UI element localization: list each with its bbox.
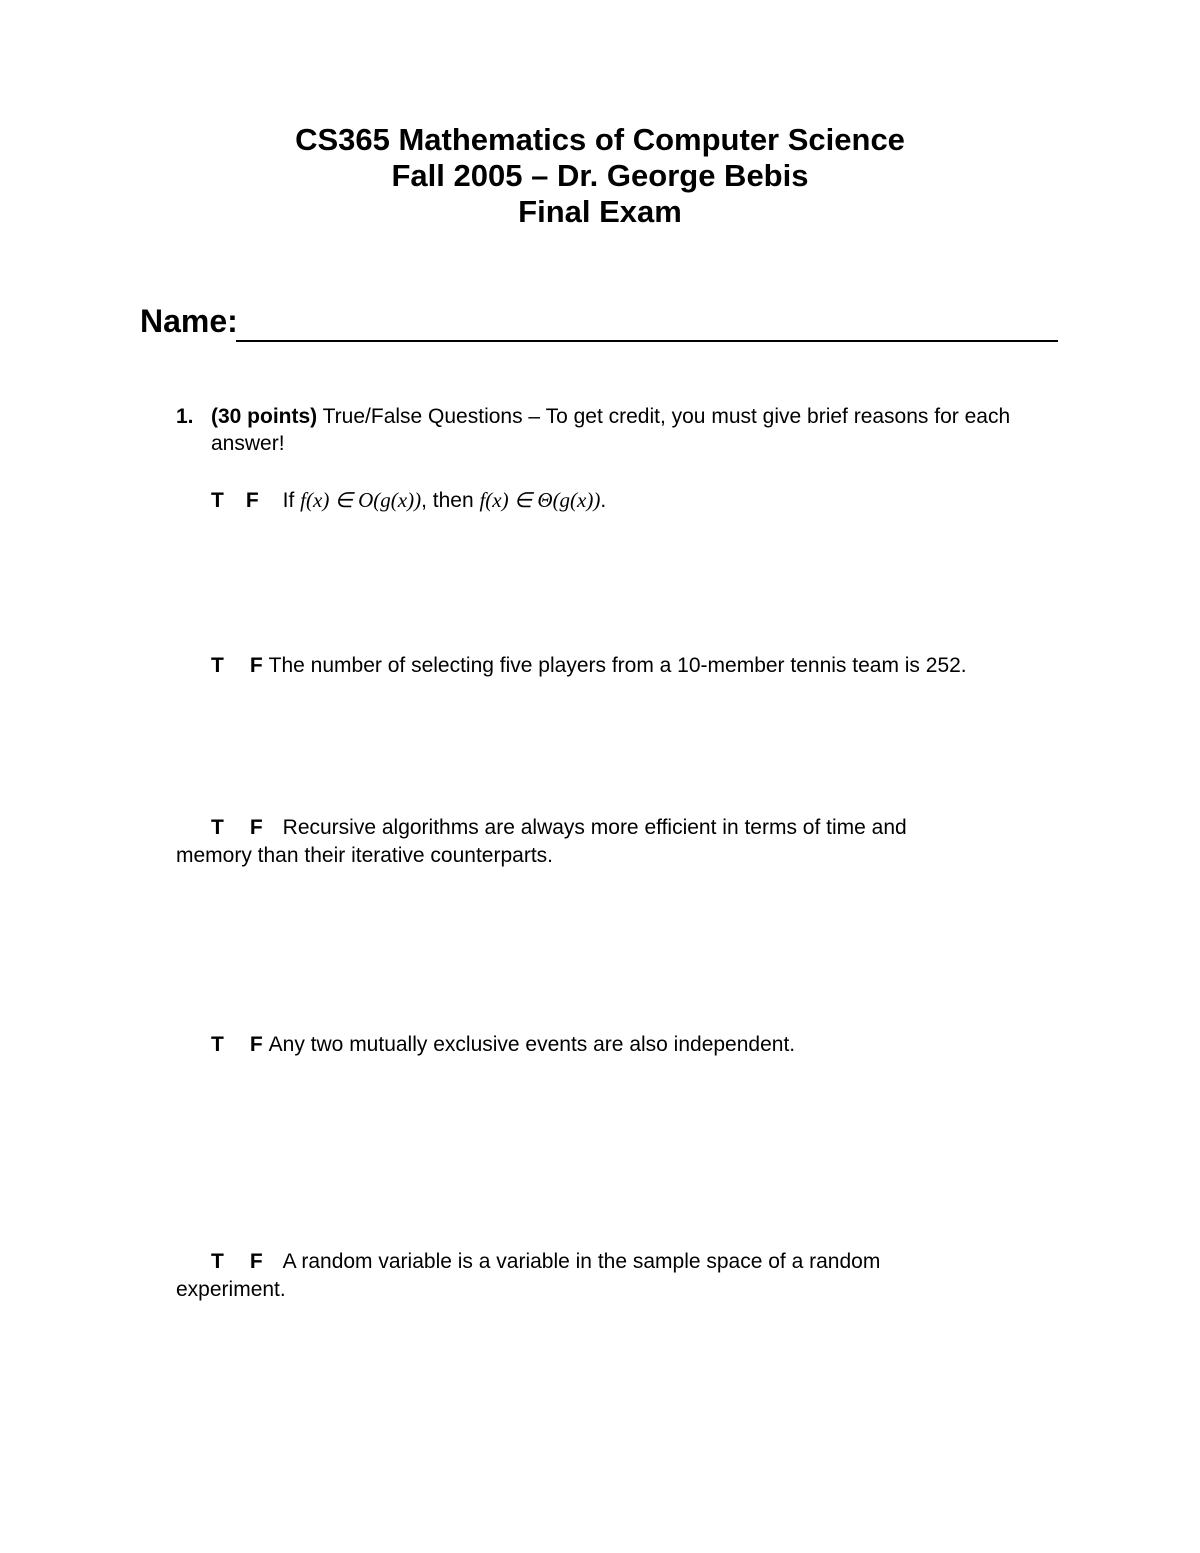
statement-prefix: If bbox=[282, 489, 301, 512]
name-field[interactable] bbox=[140, 303, 1060, 345]
question-text: True/False Questions – To get credit, you must give brief reasons for each answer! bbox=[211, 405, 1011, 455]
false-option[interactable]: F bbox=[249, 1033, 263, 1056]
term-instructor: Fall 2005 – Dr. George Bebis bbox=[391, 158, 809, 193]
tf-statement-4 bbox=[211, 1031, 795, 1059]
math-expression: f(x) ∈ Θ(g(x)) bbox=[479, 488, 601, 512]
false-option[interactable]: F bbox=[249, 1250, 263, 1273]
name-underline[interactable] bbox=[236, 340, 1058, 342]
true-option[interactable]: T bbox=[211, 1250, 224, 1273]
question-points: (30 points) bbox=[211, 405, 318, 428]
statement-suffix: . bbox=[600, 489, 607, 512]
tf-statement-3 bbox=[176, 814, 1076, 870]
tf-statement-5 bbox=[176, 1248, 1076, 1304]
name-label: Name: bbox=[140, 303, 238, 339]
tf-statement-2 bbox=[211, 652, 967, 680]
true-option[interactable]: T bbox=[211, 1033, 224, 1056]
question-number: 1. bbox=[176, 405, 194, 428]
statement-text-line2: memory than their iterative counterparts. bbox=[176, 844, 553, 867]
math-expression: f(x) ∈ O(g(x)) bbox=[300, 488, 422, 512]
statement-middle: , then bbox=[421, 489, 480, 512]
question-instructions bbox=[211, 403, 1071, 457]
statement-text: The number of selecting five players from a 10-member tennis team is 252. bbox=[268, 654, 967, 677]
statement-text-line1: A random variable is a variable in the sample space of a random bbox=[282, 1250, 881, 1273]
true-option[interactable]: T bbox=[211, 654, 224, 677]
true-option[interactable]: T bbox=[211, 489, 224, 512]
false-option[interactable]: F bbox=[249, 654, 263, 677]
statement-text-line2: experiment. bbox=[176, 1278, 286, 1301]
false-option[interactable]: F bbox=[249, 816, 263, 839]
tf-statement-1 bbox=[211, 486, 606, 515]
statement-text: Any two mutually exclusive events are also independent. bbox=[268, 1033, 796, 1056]
exam-name: Final Exam bbox=[518, 194, 682, 229]
statement-text-line1: Recursive algorithms are always more efficient in terms of time and bbox=[282, 816, 907, 839]
course-title: CS365 Mathematics of Computer Science bbox=[295, 122, 905, 157]
false-option[interactable]: F bbox=[245, 489, 259, 512]
exam-title-block bbox=[0, 122, 1200, 230]
true-option[interactable]: T bbox=[211, 816, 224, 839]
